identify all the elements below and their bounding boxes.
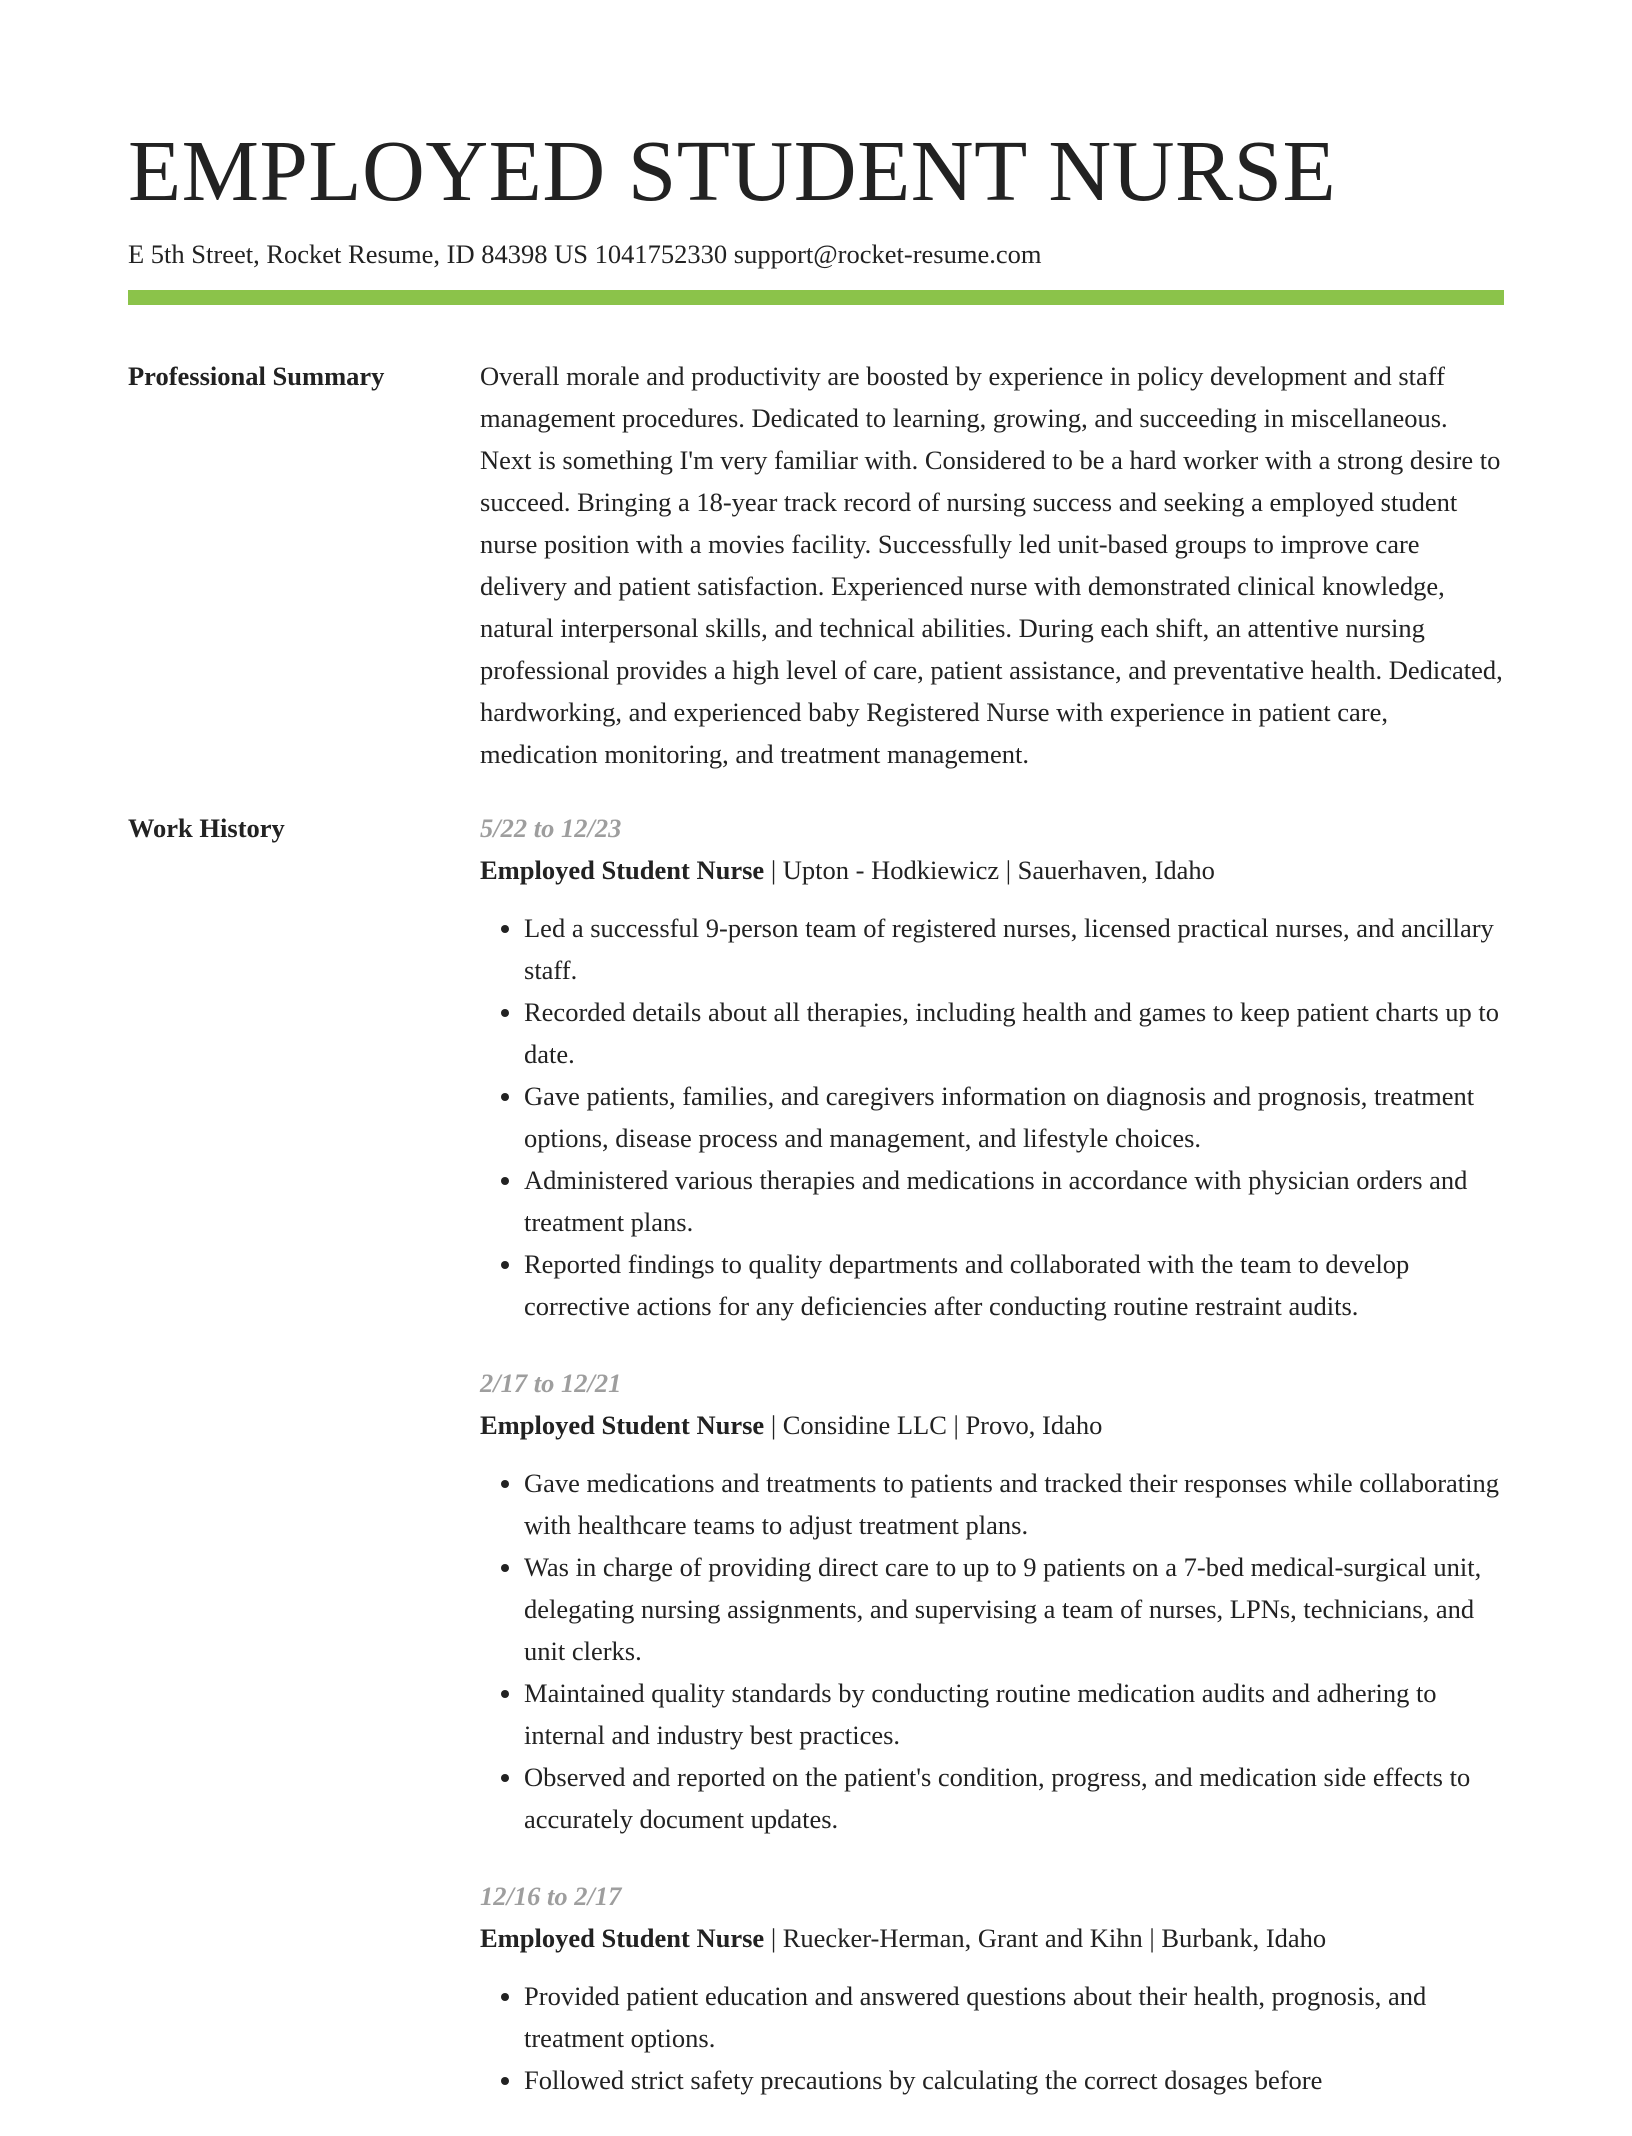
job-bullet: • Followed strict safety precautions by calculating the correct dosages before: [524, 2059, 1504, 2101]
job-bullet: • Recorded details about all therapies, including health and games to keep patient charts up to date.: [524, 991, 1504, 1075]
section-label-summary: Professional Summary: [128, 361, 385, 391]
job-bullet: • Observed and reported on the patient's condition, progress, and medication side effects to accurately document updates.: [524, 1756, 1504, 1840]
job-entry: [480, 807, 1504, 1327]
resume-name-heading: EMPLOYED STUDENT NURSE: [128, 122, 1337, 219]
job-bullet: • Reported findings to quality departments and collaborated with the team to develop corrective actions for any deficiencies after conducting routine restraint audits.: [524, 1243, 1504, 1327]
accent-divider: [128, 290, 1504, 305]
job-bullet-list: [480, 1975, 1504, 2101]
resume-page: [128, 0, 1504, 2136]
job-bullet: • Maintained quality standards by conducting routine medication audits and adhering to internal and industry best practices.: [524, 1672, 1504, 1756]
job-title-line: [480, 849, 1504, 891]
job-dates: 5/22 to 12/23: [480, 813, 622, 843]
job-employer-location: | Considine LLC | Provo, Idaho: [764, 1410, 1103, 1440]
job-employer-location: | Ruecker-Herman, Grant and Kihn | Burbank, Idaho: [764, 1923, 1327, 1953]
job-bullet-list: [480, 907, 1504, 1327]
professional-summary-section: [128, 355, 1504, 775]
job-dates: 2/17 to 12/21: [480, 1368, 622, 1398]
job-title: Employed Student Nurse: [480, 1923, 765, 1953]
job-bullet-list: [480, 1462, 1504, 1840]
job-bullet: • Provided patient education and answered questions about their health, prognosis, and treatment options.: [524, 1975, 1504, 2059]
job-title-line: [480, 1404, 1504, 1446]
job-bullet: • Led a successful 9-person team of registered nurses, licensed practical nurses, and ancillary staff.: [524, 907, 1504, 991]
contact-line: E 5th Street, Rocket Resume, ID 84398 US 1041752330 support@rocket-resume.com: [128, 239, 1042, 269]
job-bullet: • Was in charge of providing direct care to up to 9 patients on a 7-bed medical-surgical unit, delegating nursing assignments, and supervising a team of nurses, LPNs, technicians, and unit clerks.: [524, 1546, 1504, 1672]
summary-text: Overall morale and productivity are boosted by experience in policy development and staff management procedures. Dedicated to learning, growing, and succeeding in miscellaneous. Next is something I'm very familiar with. Considered to be a hard worker with a strong desire to succeed. Bringing a 18-year track record of nursing success and seeking a employed student nurse position with a movies facility. Successfully led unit-based groups to improve care delivery and patient satisfaction. Experienced nurse with demonstrated clinical knowledge, natural interpersonal skills, and technical abilities. During each shift, an attentive nursing professional provides a high level of care, patient assistance, and preventative health. Dedicated, hardworking, and experienced baby Registered Nurse with experience in patient care, medication monitoring, and treatment management.: [480, 361, 1503, 769]
work-history-section: [128, 807, 1504, 2136]
job-title: Employed Student Nurse: [480, 855, 765, 885]
job-entry: [480, 1362, 1504, 1840]
job-employer-location: | Upton - Hodkiewicz | Sauerhaven, Idaho: [764, 855, 1215, 885]
job-title: Employed Student Nurse: [480, 1410, 765, 1440]
job-title-line: [480, 1917, 1504, 1959]
job-bullet: • Gave medications and treatments to patients and tracked their responses while collaborating with healthcare teams to adjust treatment plans.: [524, 1462, 1504, 1546]
job-bullet: • Administered various therapies and medications in accordance with physician orders and treatment plans.: [524, 1159, 1504, 1243]
job-dates: 12/16 to 2/17: [480, 1881, 622, 1911]
job-bullet: • Gave patients, families, and caregivers information on diagnosis and prognosis, treatment options, disease process and management, and lifestyle choices.: [524, 1075, 1504, 1159]
section-label-work-history: Work History: [128, 813, 285, 843]
job-entry: [480, 1875, 1504, 2101]
work-history-body: [480, 807, 1504, 2136]
